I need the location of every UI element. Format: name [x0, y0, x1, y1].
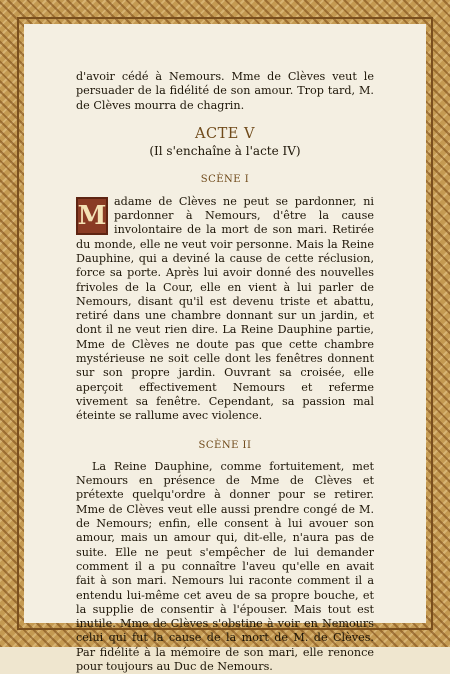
- scene-1-paragraph: [76, 195, 374, 424]
- act-title: ACTE V: [195, 125, 255, 142]
- scene-1-title: SCÈNE I: [200, 174, 250, 186]
- dropcap-letter: M: [76, 197, 108, 235]
- act-subtitle: (Il s'enchaîne à l'acte IV): [149, 144, 301, 159]
- intro-paragraph: d'avoir cédé à Nemours. Mme de Clèves veut le persuader de la fidélité de son amour. Trop tard, M. de Clèves mourra de chagrin.: [76, 70, 374, 112]
- scene-2-paragraph: La Reine Dauphine, comme fortuitement, met Nemours en présence de Mme de Clèves et prétexte quelqu'ordre à donner pour se retirer. Mme de Clèves veut elle aussi prendre congé de M. de Nemours; enfin, elle consent à lui avouer son amour, mais un amour qui, dit-elle, n'aura pas de suite. Elle ne peut s'empêcher de lui demander comment il a pu connaître l'aveu qu'elle en avait fait à son mari. Nemours lui raconte comment il a entendu lui-même cet aveu de sa propre bouche, et la supplie de consentir à l'épouser. Mais tout est inutile. Mme de Clèves s'obstine à voir en Nemours celui qui fut la cause de la mort de M. de Clèves. Par fidélité à la mémoire de son mari, elle renonce pour toujours au Duc de Nemours.: [76, 459, 374, 673]
- page-content: [24, 24, 426, 673]
- scene-2-title: SCÈNE II: [198, 439, 252, 451]
- scene-1-text: adame de Clèves ne peut se pardonner, ni pardonner à Nemours, d'être la cause involontaire de la mort de son mari. Retirée du monde, elle ne veut voir personne. Mais la Reine Dauphine, qui a deviné la cause de cette réclusion, force sa porte. Après lui avoir donné des nouvelles frivoles de la Cour, elle en vient à lui parler de Nemours, disant qu'il est devenu triste et abattu, retiré dans une chambre donnant sur un jardin, et dont il ne veut rien dire. La Reine Dauphine partie, Mme de Clèves ne doute pas que cette chambre mystérieuse ne soit celle dont les fenêtres donnent sur son propre jardin. Ouvrant sa croisée, elle aperçoit effectivement Nemours et referme vivement sa fenêtre. Cependant, sa passion mal éteinte se rallume avec violence.: [76, 194, 374, 423]
